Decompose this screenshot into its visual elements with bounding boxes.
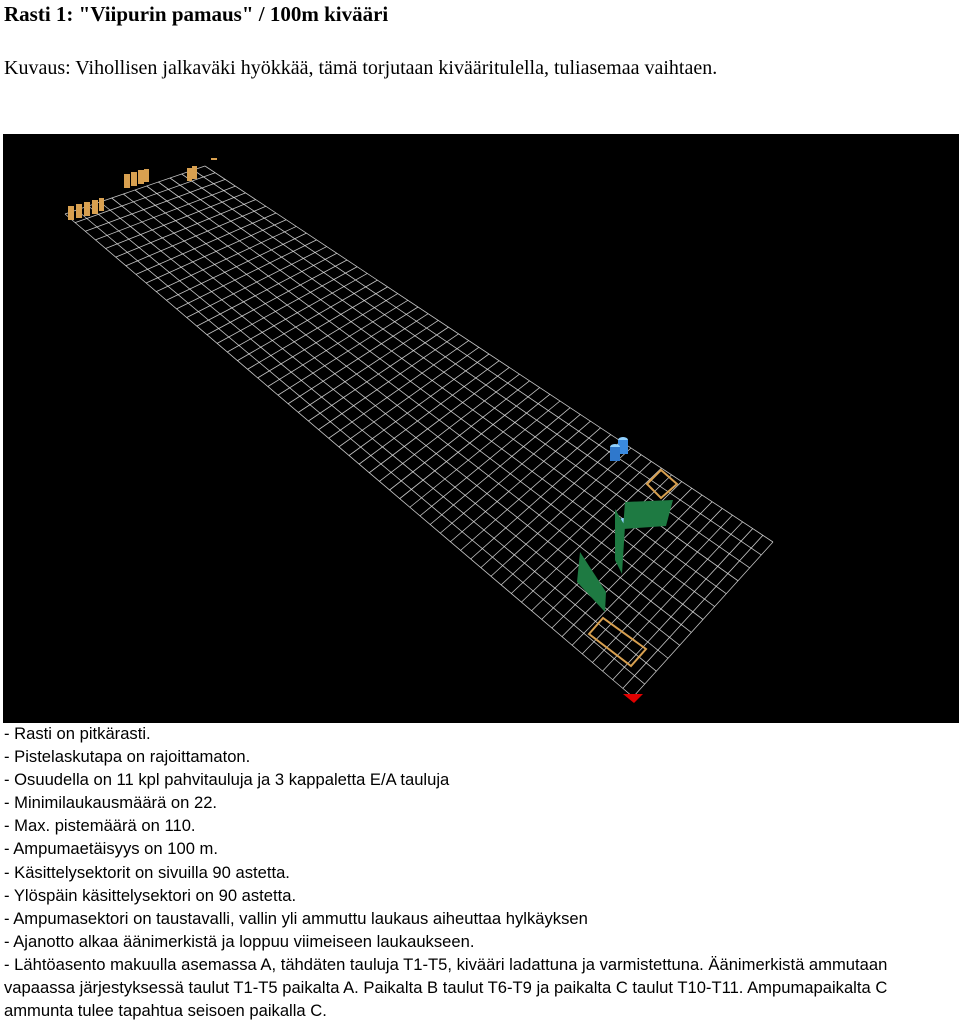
walls [577, 500, 673, 612]
target-group-1 [68, 198, 104, 220]
grid-line [258, 294, 398, 378]
grid-line [430, 408, 570, 525]
start-marker [623, 694, 643, 703]
target-group-2 [124, 169, 149, 188]
wall-3 [577, 552, 606, 612]
target-group-3 [187, 166, 197, 181]
rule-item: - Käsittelysektorit on sivuilla 90 astetta. [4, 862, 290, 882]
rule-item: - Lähtöasento makuulla asemassa A, tähdäten tauluja T1-T5, kivääri ladattuna ja varmistettuna. Äänimerkistä ammutaan vapaassa järjestyksessä taulut T1-T5 paikalta A. Paikalta B taulut T6-T9 ja paikalta C taulut T10-T11. Ampumapaikalta C ammunta tulee tapahtua seisoen paikalla C. [4, 954, 888, 1021]
position-frame-near [589, 618, 646, 666]
grid-line [156, 226, 296, 291]
rule-item: - Rasti on pitkärasti. [4, 724, 151, 743]
rule-item: - Ajanotto alkaa äänimerkistä ja loppuu viimeiseen laukaukseen. [4, 931, 475, 951]
grid-line [319, 334, 459, 430]
grid-line [268, 300, 408, 386]
grid-line [248, 287, 388, 369]
rule-item: - Minimilaukausmäärä on 22. [4, 793, 218, 813]
grid-line [359, 361, 499, 464]
grid-line [633, 542, 773, 697]
grid-line [126, 206, 266, 265]
rule-item: - Max. pistemäärä on 110. [4, 816, 196, 836]
rule-item: - Ylöspäin käsittelysektori on 90 astetta. [4, 885, 297, 905]
rule-item: - Ampumasektori on taustavalli, vallin yli ammuttu laukaus aiheuttaa hylkäyksen [4, 908, 588, 928]
far-targets [68, 158, 217, 220]
rule-item: - Pistelaskutapa on rajoittamaton. [4, 747, 251, 767]
grid-line [278, 307, 418, 395]
rules-list [4, 722, 958, 1022]
grid-line [95, 186, 235, 240]
grid-line [85, 179, 225, 231]
rule-item: - Ampumaetäisyys on 100 m. [4, 839, 218, 859]
grid-line [106, 193, 246, 249]
grid-line [481, 441, 621, 567]
range-scene-svg [3, 134, 959, 723]
stage-title: Rasti 1: "Viipurin pamaus" / 100m kivääri [4, 2, 389, 26]
grid-line [471, 435, 611, 559]
grid-line [582, 508, 722, 653]
range-3d-view [3, 134, 959, 723]
grid-line [623, 535, 763, 688]
range-grid [65, 166, 773, 697]
grid-line [136, 213, 276, 274]
grid-line [592, 515, 732, 662]
stage-description: Kuvaus: Vihollisen jalkaväki hyökkää, tämä torjutaan kivääritulella, tuliasemaa vaihtaen. [4, 57, 718, 79]
grid-line [116, 200, 256, 258]
far-marker [211, 158, 217, 160]
grid-line [613, 529, 753, 680]
rule-item: - Osuudella on 11 kpl pahvitauluja ja 3 kappaletta E/A tauluja [4, 770, 450, 790]
wall-1 [623, 500, 673, 529]
grid-line [491, 448, 631, 576]
